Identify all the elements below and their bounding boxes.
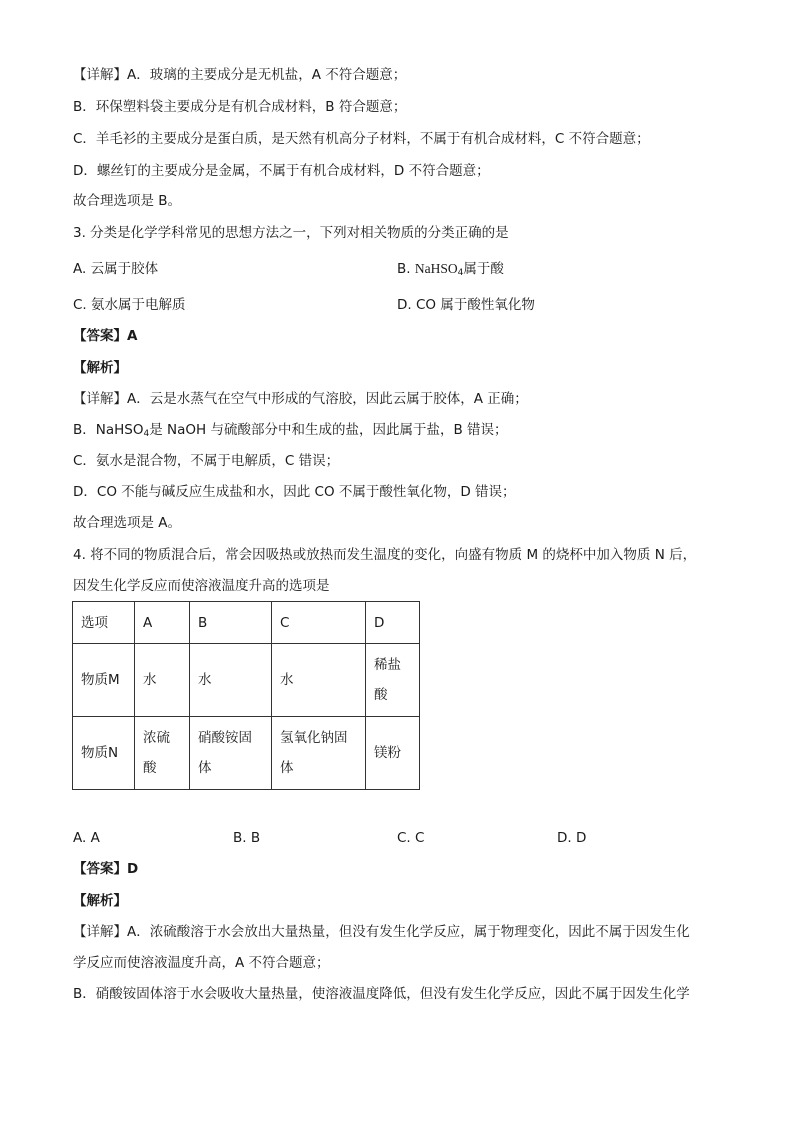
table-cell: 物质M [73, 644, 135, 717]
question-4-stem: 因发生化学反应而使溶液温度升高的选项是 [73, 578, 330, 594]
explanation-line: 【详解】A．玻璃的主要成分是无机盐，A 不符合题意； [73, 67, 407, 83]
analysis-label: 【解析】 [73, 893, 127, 909]
q4-option-d: D. D [557, 830, 587, 846]
answer-label: 【答案】A [73, 328, 138, 344]
analysis-label: 【解析】 [73, 360, 127, 376]
table-cell: 物质N [73, 717, 135, 790]
table-cell: 水 [135, 644, 190, 717]
conclusion-line: 故合理选项是 A。 [73, 515, 182, 531]
explanation-line: D．CO 不能与碱反应生成盐和水，因此 CO 不属于酸性氧化物，D 错误； [73, 484, 516, 500]
table-cell: C [272, 602, 366, 644]
table-row [73, 644, 420, 717]
table-cell: 水 [272, 644, 366, 717]
table-cell: 氢氧化钠固体 [272, 717, 366, 790]
table-row [73, 717, 420, 790]
table-cell: 镁粉 [366, 717, 420, 790]
q3-option-b: B. NaHSO$_4$属于酸 [397, 261, 504, 278]
table-cell: 选项 [73, 602, 135, 644]
explanation-line: D．螺丝钉的主要成分是金属，不属于有机合成材料，D 不符合题意； [73, 163, 490, 179]
question-4-stem: 4. 将不同的物质混合后，常会因吸热或放热而发生温度的变化，向盛有物质 M 的烧杯中加入物质 N 后， [73, 547, 697, 563]
question-3-stem: 3. 分类是化学学科常见的思想方法之一，下列对相关物质的分类正确的是 [73, 225, 509, 241]
q3-option-c: C. 氨水属于电解质 [73, 297, 186, 313]
q4-option-b: B. B [233, 830, 261, 846]
answer-label: 【答案】D [73, 861, 139, 877]
conclusion-line: 故合理选项是 B。 [73, 193, 182, 209]
table-cell: B [190, 602, 272, 644]
table-cell: A [135, 602, 190, 644]
question-4-table [72, 601, 420, 790]
table-row [73, 602, 420, 644]
explanation-line: C．羊毛衫的主要成分是蛋白质，是天然有机高分子材料，不属于有机合成材料，C 不符合题意； [73, 131, 650, 147]
explanation-line: 学反应而使溶液温度升高，A 不符合题意； [73, 955, 330, 971]
q3-option-a: A. 云属于胶体 [73, 261, 159, 277]
explanation-line: B．环保塑料袋主要成分是有机合成材料，B 符合题意； [73, 99, 407, 115]
table-cell: D [366, 602, 420, 644]
table-cell: 水 [190, 644, 272, 717]
q4-option-a: A. A [73, 830, 100, 846]
table-cell: 硝酸铵固体 [190, 717, 272, 790]
explanation-line: 【详解】A．云是水蒸气在空气中形成的气溶胶，因此云属于胶体，A 正确； [73, 391, 528, 407]
explanation-line: 【详解】A．浓硫酸溶于水会放出大量热量，但没有发生化学反应，属于物理变化，因此不属于因发生化 [73, 924, 690, 940]
table-cell: 稀盐酸 [366, 644, 420, 717]
table-cell: 浓硫酸 [135, 717, 190, 790]
q3-option-d: D. CO 属于酸性氧化物 [397, 297, 535, 313]
q4-option-c: C. C [397, 830, 425, 846]
explanation-line: B．硝酸铵固体溶于水会吸收大量热量，使溶液温度降低，但没有发生化学反应，因此不属于因发生化学 [73, 986, 690, 1002]
explanation-line: B．NaHSO$_4$是 NaOH 与硫酸部分中和生成的盐，因此属于盐，B 错误； [73, 422, 508, 439]
explanation-line: C．氨水是混合物，不属于电解质，C 错误； [73, 453, 340, 469]
